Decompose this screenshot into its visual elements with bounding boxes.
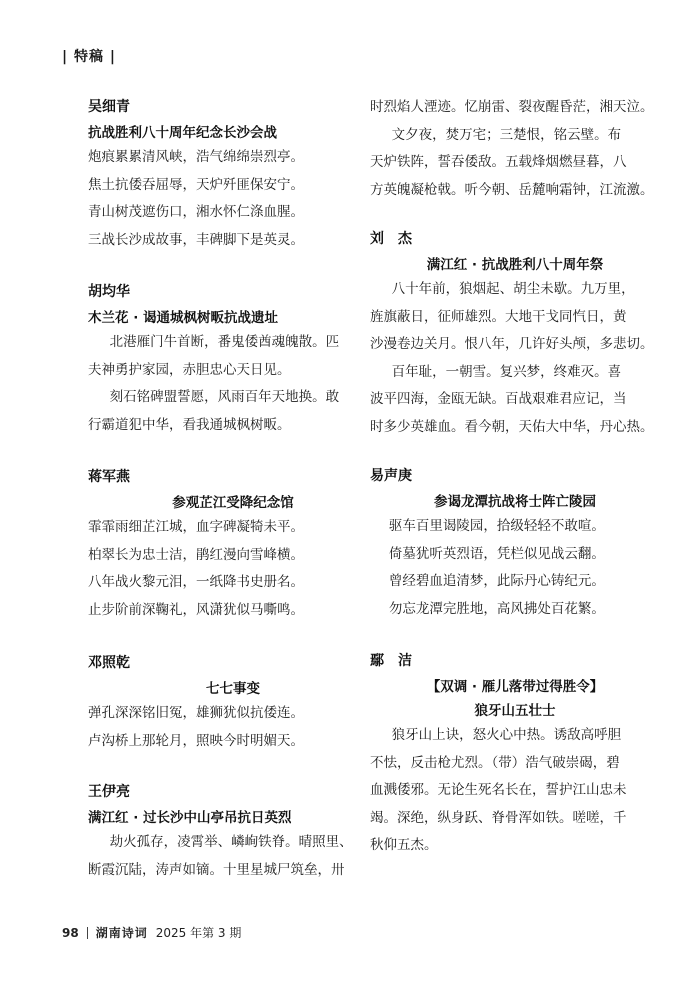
poem-line: 焦土抗倭吞屈辱，天炉歼匪保安宁。 bbox=[88, 176, 304, 193]
poem-line: 倚墓犹听英烈语，凭栏似见战云翻。 bbox=[388, 545, 605, 562]
poem-title: 七七事变 bbox=[206, 681, 260, 697]
poem-line: 秋仰五杰。 bbox=[370, 837, 438, 853]
issue-label: 2025 年第 3 期 bbox=[155, 926, 242, 940]
poem-line: 八十年前，狼烟起、胡尘未歇。九万里， bbox=[391, 281, 635, 297]
poem-title: 【双调 · 雁儿落带过得胜令】 bbox=[426, 679, 604, 695]
poem-title: 木兰花 · 谒通城枫树畈抗战遗址 bbox=[88, 310, 279, 326]
poem-title: 满江红 · 抗战胜利八十周年祭 bbox=[426, 257, 604, 273]
poem-line: 卢沟桥上那轮月，照映今时明媚天。 bbox=[88, 732, 304, 749]
poem-line: 天炉铁阵，誓吞倭敌。五载烽烟燃昼暮，八 bbox=[370, 154, 627, 170]
poem-line: 波平四海，金瓯无缺。百战艰难君应记，当 bbox=[370, 391, 627, 407]
page-footer bbox=[62, 924, 241, 941]
poem-line: 旌旗蔽日，征师雄烈。大地干戈同忾日，黄 bbox=[370, 308, 627, 325]
section-tag: | 特稿 | bbox=[62, 49, 116, 65]
poem-line: 时烈焰人湮迹。忆崩雷、裂夜醒昏茫，湘天泣。 bbox=[370, 99, 654, 115]
poem-line: 弹孔深深铭旧冤，雄狮犹似抗倭连。 bbox=[88, 705, 304, 721]
poem-author: 王伊亮 bbox=[88, 784, 130, 800]
poem-title: 满江红 · 过长沙中山亭吊抗日英烈 bbox=[88, 810, 292, 826]
page-number: 98 bbox=[62, 925, 79, 940]
poem-line: 刻石铭碑盟誓愿，风雨百年天地换。敢 bbox=[109, 389, 340, 405]
poem-line: 断霞沉陆，涛声如镝。十里星城尸筑垒，卅 bbox=[88, 861, 345, 878]
poem-line: 夫神勇护家园，赤胆忠心天日见。 bbox=[88, 361, 291, 378]
poem-line: 沙漫卷边关月。恨八年，几许好头颅，多悲切。 bbox=[370, 336, 654, 352]
footer-divider bbox=[87, 927, 88, 939]
poem-author: 易声庚 bbox=[370, 468, 412, 484]
poem-line: 三战长沙成故事，丰碑脚下是英灵。 bbox=[88, 231, 304, 248]
poem-line: 百年耻，一朝雪。复兴梦，终难灭。喜 bbox=[391, 363, 622, 380]
poem-subtitle: 狼牙山五壮士 bbox=[474, 703, 556, 719]
poem-line: 柏翠长为忠士洁，鹃红漫向雪峰横。 bbox=[88, 546, 304, 563]
poem-author: 胡均华 bbox=[88, 284, 130, 300]
poem-deng-zhaoqian bbox=[88, 652, 378, 755]
poem-wu-xiqing bbox=[88, 96, 378, 254]
poem-line: 曾经碧血追清梦，此际丹心铸纪元。 bbox=[388, 573, 605, 589]
poem-line: 炮痕累累清风峡，浩气绵绵崇烈亭。 bbox=[88, 149, 304, 165]
poem-author: 邓照乾 bbox=[88, 655, 130, 671]
poem-wang-yiliang bbox=[88, 781, 378, 884]
poem-author: 刘 杰 bbox=[370, 231, 412, 247]
poem-line: 文夕夜，焚万宅；三楚恨，铭云壁。布 bbox=[391, 126, 622, 143]
poem-line: 勿忘龙潭完胜地，高风拂处百花繁。 bbox=[388, 600, 605, 617]
poem-line: 止步阶前深鞠礼，风潇犹似马嘶鸣。 bbox=[88, 601, 304, 618]
poem-title: 参观芷江受降纪念馆 bbox=[172, 495, 294, 511]
poem-line: 八年战火黎元泪，一纸降书史册名。 bbox=[88, 574, 304, 590]
poem-liu-jie bbox=[370, 228, 660, 441]
poem-author: 吴细青 bbox=[88, 99, 130, 115]
poem-title: 抗战胜利八十周年纪念长沙会战 bbox=[88, 125, 277, 141]
poem-line: 霏霏雨细芷江城，血字碑凝犄未平。 bbox=[88, 519, 304, 535]
poem-author: 蒋军燕 bbox=[88, 469, 130, 485]
poem-line: 驱车百里谒陵园，拾级轻轻不敢喧。 bbox=[388, 518, 605, 534]
journal-name: 湖南诗词 bbox=[95, 926, 148, 940]
poem-title: 参谒龙潭抗战将士阵亡陵园 bbox=[434, 494, 596, 510]
poem-line: 竭。深绝，纵身跃、脊骨浑如铁。嗟嗟，千 bbox=[370, 809, 627, 826]
poem-line: 狼牙山上诀，怒火心中热。诱敌高呼胆 bbox=[391, 727, 622, 743]
poem-hu-junhua bbox=[88, 281, 378, 439]
poem-yan-jie bbox=[370, 650, 660, 860]
poem-line: 不怯，反击枪尤烈。（带）浩气破崇碣，碧 bbox=[370, 754, 620, 771]
poem-author: 鄢 洁 bbox=[370, 653, 412, 669]
poem-line: 行霸道犯中华，看我通城枫树畈。 bbox=[88, 416, 291, 433]
poem-wang-yiliang-continued bbox=[370, 94, 660, 204]
poem-jiang-junyan bbox=[88, 466, 378, 624]
poem-line: 劫火孤存，凌霄举、嶙峋铁脊。晴照里、 bbox=[109, 834, 353, 850]
poem-yi-shenggeng bbox=[370, 465, 660, 623]
poem-line: 青山树茂遮伤口，湘水怀仁涤血腥。 bbox=[88, 204, 304, 220]
poem-line: 北港雁门牛首断，番鬼倭酋魂魄散。匹 bbox=[109, 334, 340, 350]
poem-line: 血溅倭邪。无论生死名长在，誓护江山忠未 bbox=[370, 782, 627, 798]
poem-line: 时多少英雄血。看今朝，天佑大中华，丹心热。 bbox=[370, 418, 654, 435]
poem-line: 方英魄凝枪戟。听今朝、岳麓响霜钟，江流激。 bbox=[370, 181, 654, 198]
